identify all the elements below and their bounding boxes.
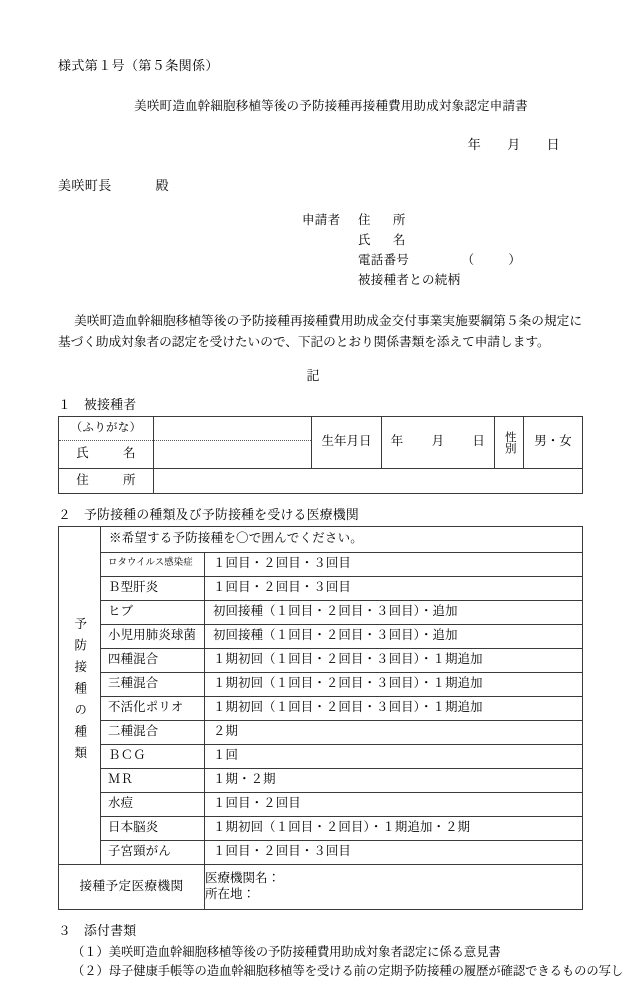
section2-heading [58,504,582,523]
vaccine-name-cell: ＭＲ [101,768,205,792]
recipient-address-input-cell[interactable] [154,468,583,493]
vaccine-name-cell: 四種混合 [101,648,205,672]
institution-name-field-label: 医療機関名： [205,870,281,885]
vaccine-name-cell: 不活化ポリオ [101,696,205,720]
institution-label-cell: 接種予定医療機関 [59,864,205,909]
ki-mark: 記 [306,367,320,383]
address-label-b: 所 [123,472,136,487]
applicant-address-label-b: 所 [392,212,406,227]
addressee-honorific: 殿 [155,177,170,193]
table-row [59,792,583,816]
applicant-address-row [302,210,582,230]
vaccine-dose-options-cell[interactable]: １回 [205,744,583,768]
section2-number: ２ [58,507,72,522]
addressee-name: 美咲町長 [58,177,112,193]
name-input[interactable] [154,441,311,468]
applicant-name-row [302,230,582,250]
table-row [59,648,583,672]
table-row [59,416,583,468]
name-label-a: 氏 [76,446,89,461]
furigana-input[interactable] [154,417,311,441]
applicant-name-label-b: 名 [392,232,406,247]
vaccine-name-cell: ロタウイルス感染症 [101,552,205,576]
applicant-heading: 申請者 [302,212,341,227]
vaccine-dose-options-cell[interactable]: １期初回（１回目・２回目・３回目）・１期追加 [205,696,583,720]
address-label-a: 住 [76,472,89,487]
vaccine-name-cell: 二種混合 [101,720,205,744]
section3-title: 添付書類 [84,923,137,938]
section2-title: 予防接種の種類及び予防接種を受ける医療機関 [84,507,360,522]
vaccine-dose-options-cell[interactable]: １回目・２回目・３回目 [205,552,583,576]
attachment-item: （２）母子健康手帳等の造血幹細胞移植等を受ける前の定期予防接種の履歴が確認できるものの写し [72,963,624,978]
recipient-name-input-cell[interactable] [154,416,312,468]
recipient-address-label-cell [59,468,154,493]
vaccine-name-cell: 小児用肺炎球菌 [101,624,205,648]
vaccine-name-cell: ＢＣＧ [101,744,205,768]
body-paragraph-text: 美咲町造血幹細胞移植等後の予防接種再接種費用助成金交付事業実施要綱第５条の規定に基づく助成対象者の認定を受けたいので、下記のとおり関係書類を添えて申請します。 [58,313,582,349]
document-title: 美咲町造血幹細胞移植等後の予防接種再接種費用助成対象認定申請書 [134,98,528,113]
vaccine-name-cell: 三種混合 [101,672,205,696]
birthdate-label-cell: 生年月日 [312,416,382,468]
phone-paren-open: （ [461,253,475,268]
vaccination-type-vertical-label-cell [59,526,101,864]
table-row [59,696,583,720]
table-row [59,672,583,696]
applicant-relation-label: 被接種者との続柄 [358,273,461,288]
gender-label: 性別 [503,430,516,454]
vaccine-name-cell: 子宮頸がん [101,840,205,864]
document-body [58,58,624,981]
table-row [59,552,583,576]
recipient-table [58,416,583,494]
vaccine-dose-options-cell[interactable]: １回目・２回目・３回目 [205,840,583,864]
addressee [58,175,582,194]
section1-title: 被接種者 [84,397,137,412]
recipient-name-label-cell [59,416,154,468]
table-row [59,576,583,600]
table-row-institution [59,864,583,909]
vaccine-dose-options-cell[interactable]: １期初回（１回目・２回目・３回目）・１期追加 [205,672,583,696]
section1-heading [58,394,582,413]
vaccination-type-vertical-label: 予防接種の種類 [72,617,87,768]
birth-year-label: 年 [390,434,404,449]
table-row [59,744,583,768]
body-paragraph [58,311,582,353]
table-row [59,768,583,792]
applicant-block [58,210,582,291]
vaccine-dose-options-cell[interactable]: 初回接種（１回目・２回目・３回目）・追加 [205,624,583,648]
applicant-name-label-a: 氏 [358,232,371,247]
institution-address-field-label: 所在地： [205,886,256,901]
vaccine-name-cell: Ｂ型肝炎 [101,576,205,600]
name-label-b: 名 [123,446,136,461]
section3-number: ３ [58,923,72,938]
applicant-phone-row [302,250,582,270]
applicant-relation-row [302,270,582,290]
vaccination-note: ※希望する予防接種を〇で囲んでください。 [101,526,583,552]
gender-label-cell [495,416,524,468]
vaccine-name-cell: ヒブ [101,600,205,624]
table-row [59,600,583,624]
vaccine-name-cell: 日本脳炎 [101,816,205,840]
birth-day-label: 日 [472,434,486,449]
furigana-label: （ふりがな） [59,417,153,441]
vaccine-dose-options-cell[interactable]: １期・２期 [205,768,583,792]
form-number: 様式第１号（第５条関係） [58,58,219,73]
name-label [59,441,153,468]
birth-month-label: 月 [431,434,445,449]
vaccine-dose-options-cell[interactable]: ２期 [205,720,583,744]
vaccine-name-cell: 水痘 [101,792,205,816]
institution-input-cell[interactable] [205,864,583,909]
vaccine-dose-options-cell[interactable]: １期初回（１回目・２回目）・１期追加・２期 [205,816,583,840]
vaccine-dose-options-cell[interactable]: １回目・２回目 [205,792,583,816]
section3-heading [58,920,582,939]
table-row [59,816,583,840]
applicant-address-label-a: 住 [358,212,371,227]
vaccine-dose-options-cell[interactable]: １回目・２回目・３回目 [205,576,583,600]
table-row [59,840,583,864]
gender-options-cell[interactable]: 男・女 [524,416,583,468]
vaccine-dose-options-cell[interactable]: 初回接種（１回目・２回目・３回目）・追加 [205,600,583,624]
phone-paren-close: ） [508,253,522,268]
vaccine-dose-options-cell[interactable]: １期初回（１回目・２回目・３回目）・１期追加 [205,648,583,672]
applicant-phone-label: 電話番号 [358,253,410,268]
date-day-label: 日 [546,136,560,152]
date-month-label: 月 [507,136,521,152]
table-row [59,720,583,744]
section1-number: １ [58,397,72,412]
vaccination-table [58,526,583,910]
table-row-note [59,526,583,552]
table-row [59,468,583,493]
date-line [58,134,582,153]
attachment-list [58,943,624,981]
attachment-item: （１）美咲町造血幹細胞移植等後の予防接種費用助成対象者認定に係る意見書 [72,944,501,959]
date-year-label: 年 [467,136,482,152]
table-row [59,624,583,648]
birthdate-input-cell[interactable] [382,416,495,468]
